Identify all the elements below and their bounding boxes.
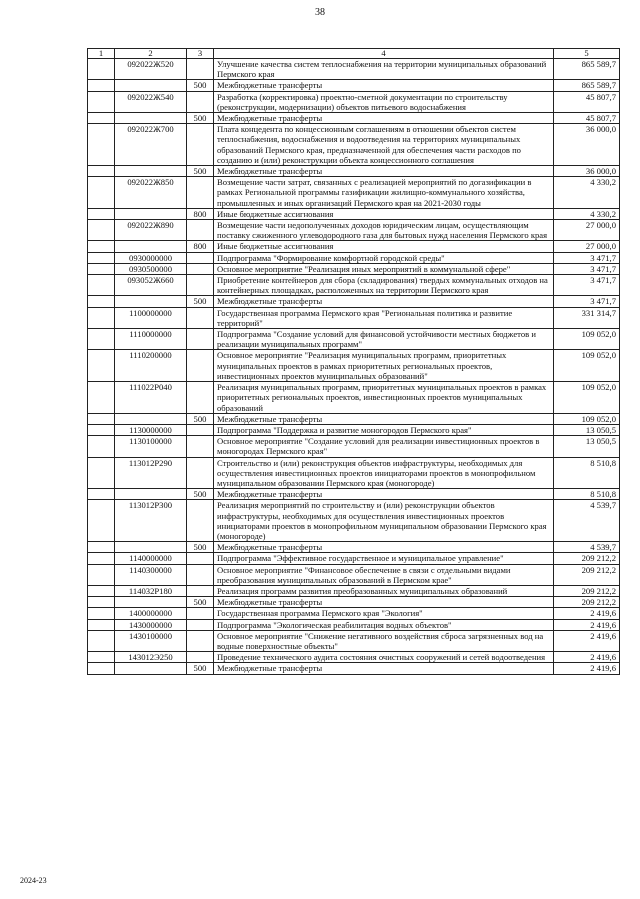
row-index [88, 220, 115, 241]
row-amount: 8 510,8 [554, 489, 620, 500]
row-index [88, 59, 115, 80]
expense-type [187, 329, 214, 350]
row-amount: 3 471,7 [554, 252, 620, 263]
row-description: Межбюджетные трансферты [214, 80, 554, 91]
table-row [88, 597, 620, 608]
row-index [88, 630, 115, 651]
target-code: 1100000000 [115, 307, 187, 328]
row-description: Возмещение части недополученных доходов юридическим лицам, осуществляющим поставку сжиженного углеводородного газа для бытовых нужд населения Пермского края [214, 220, 554, 241]
table-row [88, 296, 620, 307]
row-amount: 209 212,2 [554, 597, 620, 608]
target-code: 092022Ж520 [115, 59, 187, 80]
row-index [88, 177, 115, 209]
table-row [88, 177, 620, 209]
row-description: Основное мероприятие "Снижение негативного воздействия сброса загрязненных вод на водные поверхностные объекты" [214, 630, 554, 651]
table-row [88, 424, 620, 435]
row-index [88, 619, 115, 630]
header-col-3: 3 [187, 49, 214, 59]
row-description: Реализация мероприятий по строительству и (или) реконструкции объектов инфраструктуры, необходимых для осуществления инвестиционных проектов инициаторами проектов в монопрофильном муниципальном образовании Пермского края (моногороде) [214, 500, 554, 542]
row-amount: 331 314,7 [554, 307, 620, 328]
row-index [88, 124, 115, 166]
row-index [88, 350, 115, 382]
target-code [115, 296, 187, 307]
row-amount: 209 212,2 [554, 553, 620, 564]
row-index [88, 382, 115, 414]
row-amount: 2 419,6 [554, 619, 620, 630]
table-row [88, 80, 620, 91]
table-row [88, 457, 620, 489]
row-description: Основное мероприятие "Реализация иных мероприятий в коммунальной сфере" [214, 263, 554, 274]
row-amount: 2 419,6 [554, 630, 620, 651]
row-description: Межбюджетные трансферты [214, 166, 554, 177]
row-description: Межбюджетные трансферты [214, 296, 554, 307]
row-amount: 3 471,7 [554, 296, 620, 307]
expense-type [187, 585, 214, 596]
row-description: Межбюджетные трансферты [214, 597, 554, 608]
table-row [88, 500, 620, 542]
table-row [88, 619, 620, 630]
expense-type [187, 220, 214, 241]
row-amount: 109 052,0 [554, 350, 620, 382]
row-description: Межбюджетные трансферты [214, 413, 554, 424]
table-row [88, 263, 620, 274]
row-index [88, 296, 115, 307]
row-amount: 865 589,7 [554, 80, 620, 91]
row-amount: 109 052,0 [554, 413, 620, 424]
target-code: 1430100000 [115, 630, 187, 651]
table-row [88, 553, 620, 564]
page-number: 38 [315, 7, 325, 18]
target-code: 092022Ж890 [115, 220, 187, 241]
row-index [88, 424, 115, 435]
target-code: 143012Э250 [115, 652, 187, 663]
header-col-4: 4 [214, 49, 554, 59]
table-row [88, 413, 620, 424]
row-index [88, 208, 115, 219]
row-index [88, 564, 115, 585]
target-code: 111022Р040 [115, 382, 187, 414]
table-row [88, 436, 620, 457]
target-code [115, 542, 187, 553]
row-description: Подпрограмма "Создание условий для финансовой устойчивости местных бюджетов и реализации муниципальных программ" [214, 329, 554, 350]
row-index [88, 436, 115, 457]
row-amount: 4 539,7 [554, 500, 620, 542]
row-index [88, 663, 115, 674]
expense-type [187, 252, 214, 263]
table-row [88, 382, 620, 414]
expense-type [187, 436, 214, 457]
row-index [88, 329, 115, 350]
table-body [88, 59, 620, 675]
row-amount: 2 419,6 [554, 663, 620, 674]
header-col-2: 2 [115, 49, 187, 59]
row-index [88, 597, 115, 608]
row-description: Подпрограмма "Поддержка и развитие моногородов Пермского края" [214, 424, 554, 435]
expense-type [187, 59, 214, 80]
row-description: Межбюджетные трансферты [214, 663, 554, 674]
row-index [88, 500, 115, 542]
row-description: Подпрограмма "Эффективное государственное и муниципальное управление" [214, 553, 554, 564]
footer-code: 2024-23 [20, 876, 47, 885]
table-row [88, 208, 620, 219]
row-index [88, 275, 115, 296]
table-header-row [88, 49, 620, 59]
row-amount: 8 510,8 [554, 457, 620, 489]
row-index [88, 489, 115, 500]
table-row [88, 241, 620, 252]
target-code: 093052Ж660 [115, 275, 187, 296]
row-description: Основное мероприятие "Реализация муниципальных программ, приоритетных муниципальных проектов в рамках приоритетных региональных проектов, инвестиционных проектов муниципальных образований" [214, 350, 554, 382]
row-index [88, 457, 115, 489]
row-description: Иные бюджетные ассигнования [214, 241, 554, 252]
header-col-5: 5 [554, 49, 620, 59]
target-code: 1130100000 [115, 436, 187, 457]
expense-type [187, 91, 214, 112]
row-amount: 13 050,5 [554, 424, 620, 435]
expense-type [187, 608, 214, 619]
target-code: 113012Р290 [115, 457, 187, 489]
target-code [115, 663, 187, 674]
row-amount: 3 471,7 [554, 263, 620, 274]
expense-type [187, 652, 214, 663]
row-amount: 4 330,2 [554, 177, 620, 209]
expense-type: 500 [187, 597, 214, 608]
target-code: 1110000000 [115, 329, 187, 350]
target-code: 0930500000 [115, 263, 187, 274]
target-code: 1430000000 [115, 619, 187, 630]
target-code [115, 166, 187, 177]
row-index [88, 252, 115, 263]
target-code: 1140000000 [115, 553, 187, 564]
row-description: Разработка (корректировка) проектно-сметной документации по строительству (реконструкции, модернизации) объектов питьевого водоснабжения [214, 91, 554, 112]
row-description: Проведение технического аудита состояния очистных сооружений и сетей водоотведения [214, 652, 554, 663]
row-description: Плата концедента по концессионным соглашениям в отношении объектов систем теплоснабжения, водоснабжения и водоотведения на территориях муниципальных образований Пермского края, предназначенной для обеспечения части расходов по созданию и (или) реконструкции объекта концессионного соглашения [214, 124, 554, 166]
row-description: Приобретение контейнеров для сбора (складирования) твердых коммунальных отходов на контейнерных площадках, расположенных на территории Пермского края [214, 275, 554, 296]
row-description: Государственная программа Пермского края "Экология" [214, 608, 554, 619]
row-amount: 109 052,0 [554, 382, 620, 414]
expense-type [187, 275, 214, 296]
row-description: Улучшение качества систем теплоснабжения на территории муниципальных образований Пермского края [214, 59, 554, 80]
row-amount: 4 539,7 [554, 542, 620, 553]
row-amount: 209 212,2 [554, 585, 620, 596]
row-description: Реализация муниципальных программ, приоритетных муниципальных проектов в рамках приоритетных региональных проектов, инвестиционных проектов муниципальных образований [214, 382, 554, 414]
expense-type: 500 [187, 166, 214, 177]
table-row [88, 608, 620, 619]
row-amount: 865 589,7 [554, 59, 620, 80]
expense-type: 500 [187, 296, 214, 307]
expense-type [187, 177, 214, 209]
table-row [88, 350, 620, 382]
row-amount: 13 050,5 [554, 436, 620, 457]
row-amount: 36 000,0 [554, 124, 620, 166]
row-index [88, 585, 115, 596]
row-description: Подпрограмма "Экологическая реабилитация водных объектов" [214, 619, 554, 630]
expense-type [187, 553, 214, 564]
expense-type [187, 307, 214, 328]
target-code: 1130000000 [115, 424, 187, 435]
table-row [88, 489, 620, 500]
table-row [88, 252, 620, 263]
row-amount: 36 000,0 [554, 166, 620, 177]
row-index [88, 652, 115, 663]
row-description: Основное мероприятие "Финансовое обеспечение в связи с отдельными видами преобразования муниципальных образований в Пермском крае" [214, 564, 554, 585]
table-row [88, 59, 620, 80]
expense-type: 500 [187, 113, 214, 124]
table-row [88, 166, 620, 177]
row-amount: 4 330,2 [554, 208, 620, 219]
row-index [88, 307, 115, 328]
target-code [115, 208, 187, 219]
row-description: Межбюджетные трансферты [214, 542, 554, 553]
table-row [88, 113, 620, 124]
expense-type [187, 500, 214, 542]
expense-type: 500 [187, 489, 214, 500]
row-index [88, 263, 115, 274]
row-index [88, 608, 115, 619]
table-row [88, 307, 620, 328]
table-row [88, 652, 620, 663]
table-row [88, 663, 620, 674]
row-index [88, 553, 115, 564]
row-index [88, 542, 115, 553]
row-index [88, 241, 115, 252]
row-description: Подпрограмма "Формирование комфортной городской среды" [214, 252, 554, 263]
table-row [88, 585, 620, 596]
row-description: Государственная программа Пермского края "Региональная политика и развитие территорий" [214, 307, 554, 328]
table-row [88, 124, 620, 166]
expense-type [187, 457, 214, 489]
row-amount: 2 419,6 [554, 608, 620, 619]
table-row [88, 542, 620, 553]
row-amount: 209 212,2 [554, 564, 620, 585]
target-code: 1140300000 [115, 564, 187, 585]
row-amount: 27 000,0 [554, 220, 620, 241]
target-code: 092022Ж540 [115, 91, 187, 112]
target-code: 1400000000 [115, 608, 187, 619]
expense-type [187, 564, 214, 585]
row-index [88, 413, 115, 424]
row-description: Межбюджетные трансферты [214, 489, 554, 500]
target-code: 092022Ж850 [115, 177, 187, 209]
expense-type [187, 124, 214, 166]
row-amount: 45 807,7 [554, 91, 620, 112]
row-index [88, 91, 115, 112]
row-amount: 3 471,7 [554, 275, 620, 296]
expense-type [187, 619, 214, 630]
expense-type: 500 [187, 413, 214, 424]
table-row [88, 91, 620, 112]
expense-type [187, 350, 214, 382]
expense-type: 500 [187, 542, 214, 553]
row-description: Строительство и (или) реконструкция объектов инфраструктуры, необходимых для осуществления инвестиционных проектов инициаторами проектов в монопрофильном муниципальном образовании Пермского края (моногороде) [214, 457, 554, 489]
target-code: 092022Ж700 [115, 124, 187, 166]
target-code [115, 597, 187, 608]
table-row [88, 275, 620, 296]
row-amount: 109 052,0 [554, 329, 620, 350]
table-row [88, 630, 620, 651]
budget-table [87, 48, 620, 675]
row-amount: 2 419,6 [554, 652, 620, 663]
expense-type: 800 [187, 241, 214, 252]
table-row [88, 329, 620, 350]
target-code [115, 113, 187, 124]
row-index [88, 113, 115, 124]
row-index [88, 166, 115, 177]
target-code [115, 489, 187, 500]
expense-type [187, 424, 214, 435]
table-row [88, 564, 620, 585]
expense-type [187, 263, 214, 274]
expense-type [187, 630, 214, 651]
row-description: Возмещение части затрат, связанных с реализацией мероприятий по догазификации в рамках Региональной программы газификации жилищно-коммунального хозяйства, промышленных и иных организаций Пермского края на 2021-2030 годы [214, 177, 554, 209]
target-code [115, 241, 187, 252]
target-code: 113012Р300 [115, 500, 187, 542]
expense-type: 500 [187, 80, 214, 91]
target-code: 1110200000 [115, 350, 187, 382]
target-code [115, 80, 187, 91]
row-description: Реализация программ развития преобразованных муниципальных образований [214, 585, 554, 596]
expense-type [187, 382, 214, 414]
row-description: Основное мероприятие "Создание условий для реализации инвестиционных проектов в моногородах Пермского края" [214, 436, 554, 457]
target-code [115, 413, 187, 424]
header-col-1: 1 [88, 49, 115, 59]
row-amount: 45 807,7 [554, 113, 620, 124]
expense-type: 500 [187, 663, 214, 674]
row-description: Межбюджетные трансферты [214, 113, 554, 124]
target-code: 114032Р180 [115, 585, 187, 596]
target-code: 0930000000 [115, 252, 187, 263]
row-amount: 27 000,0 [554, 241, 620, 252]
row-description: Иные бюджетные ассигнования [214, 208, 554, 219]
row-index [88, 80, 115, 91]
table-row [88, 220, 620, 241]
expense-type: 800 [187, 208, 214, 219]
